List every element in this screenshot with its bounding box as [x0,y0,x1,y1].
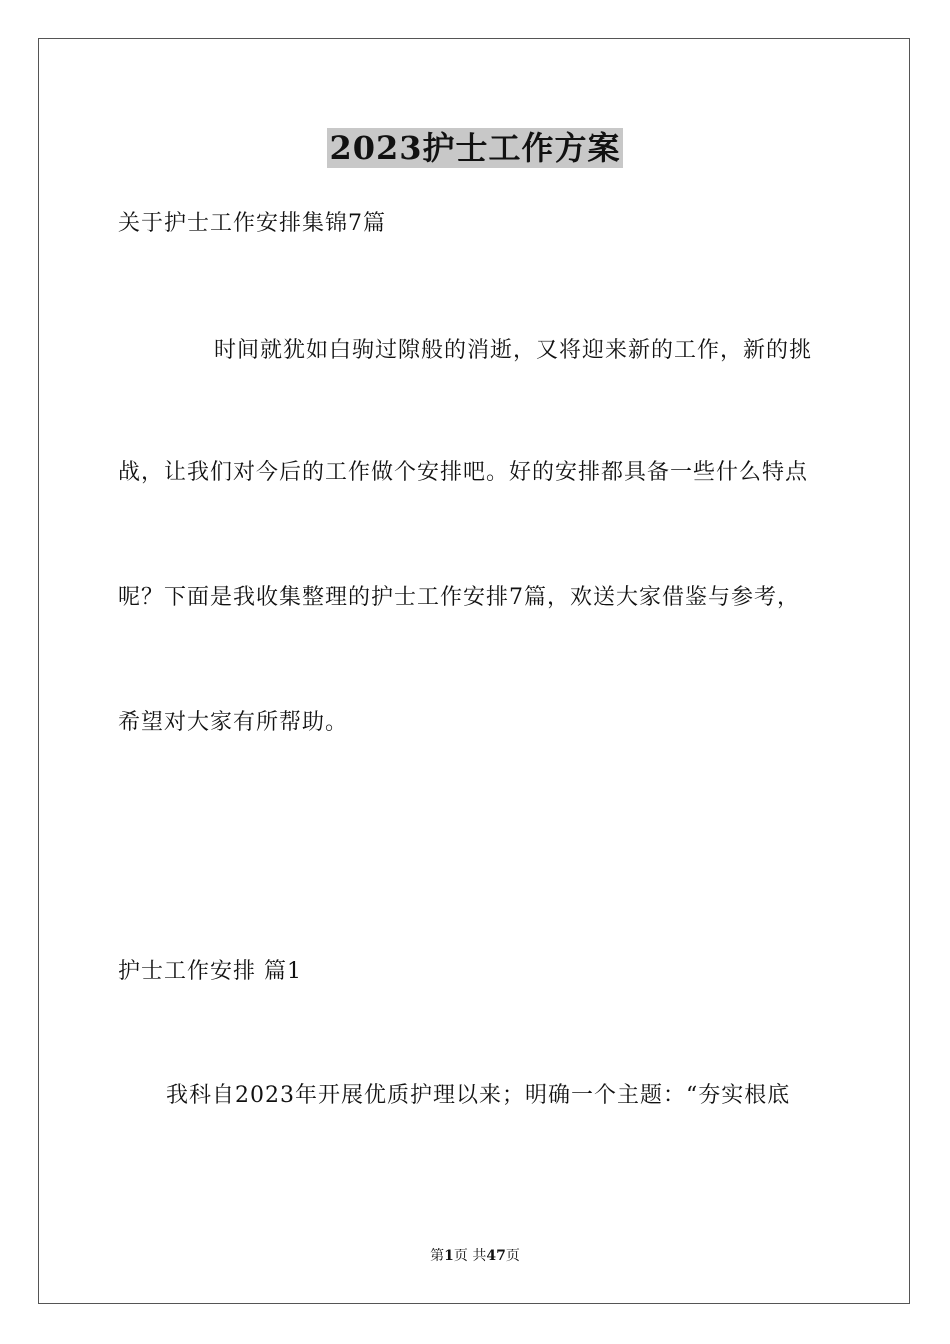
intro-line-4: 希望对大家有所帮助。 [118,710,349,735]
intro-line-2: 战，让我们对今后的工作做个安排吧。好的安排都具备一些什么特点 [118,460,809,485]
intro-line-1: 时间就犹如白驹过隙般的消逝，又将迎来新的工作，新的挑 [214,338,813,363]
section-paragraph-line-1: 我科自2023年开展优质护理以来；明确一个主题：“夯实根底 [166,1083,791,1108]
document-subtitle: 关于护士工作安排集锦7篇 [118,211,386,236]
title-container [0,128,950,168]
page-footer [0,1246,950,1266]
document-title: 2023护士工作方案 [329,129,621,167]
footer-total-pages: 47 [486,1248,506,1264]
footer-middle: 页 共 [453,1248,487,1264]
intro-line-3: 呢？下面是我收集整理的护士工作安排7篇，欢送大家借鉴与参考， [118,585,800,610]
footer-prefix: 第 [430,1248,445,1264]
section-heading: 护士工作安排 篇1 [118,959,302,984]
footer-suffix: 页 [505,1248,520,1264]
footer-page-number: 1 [444,1248,454,1264]
